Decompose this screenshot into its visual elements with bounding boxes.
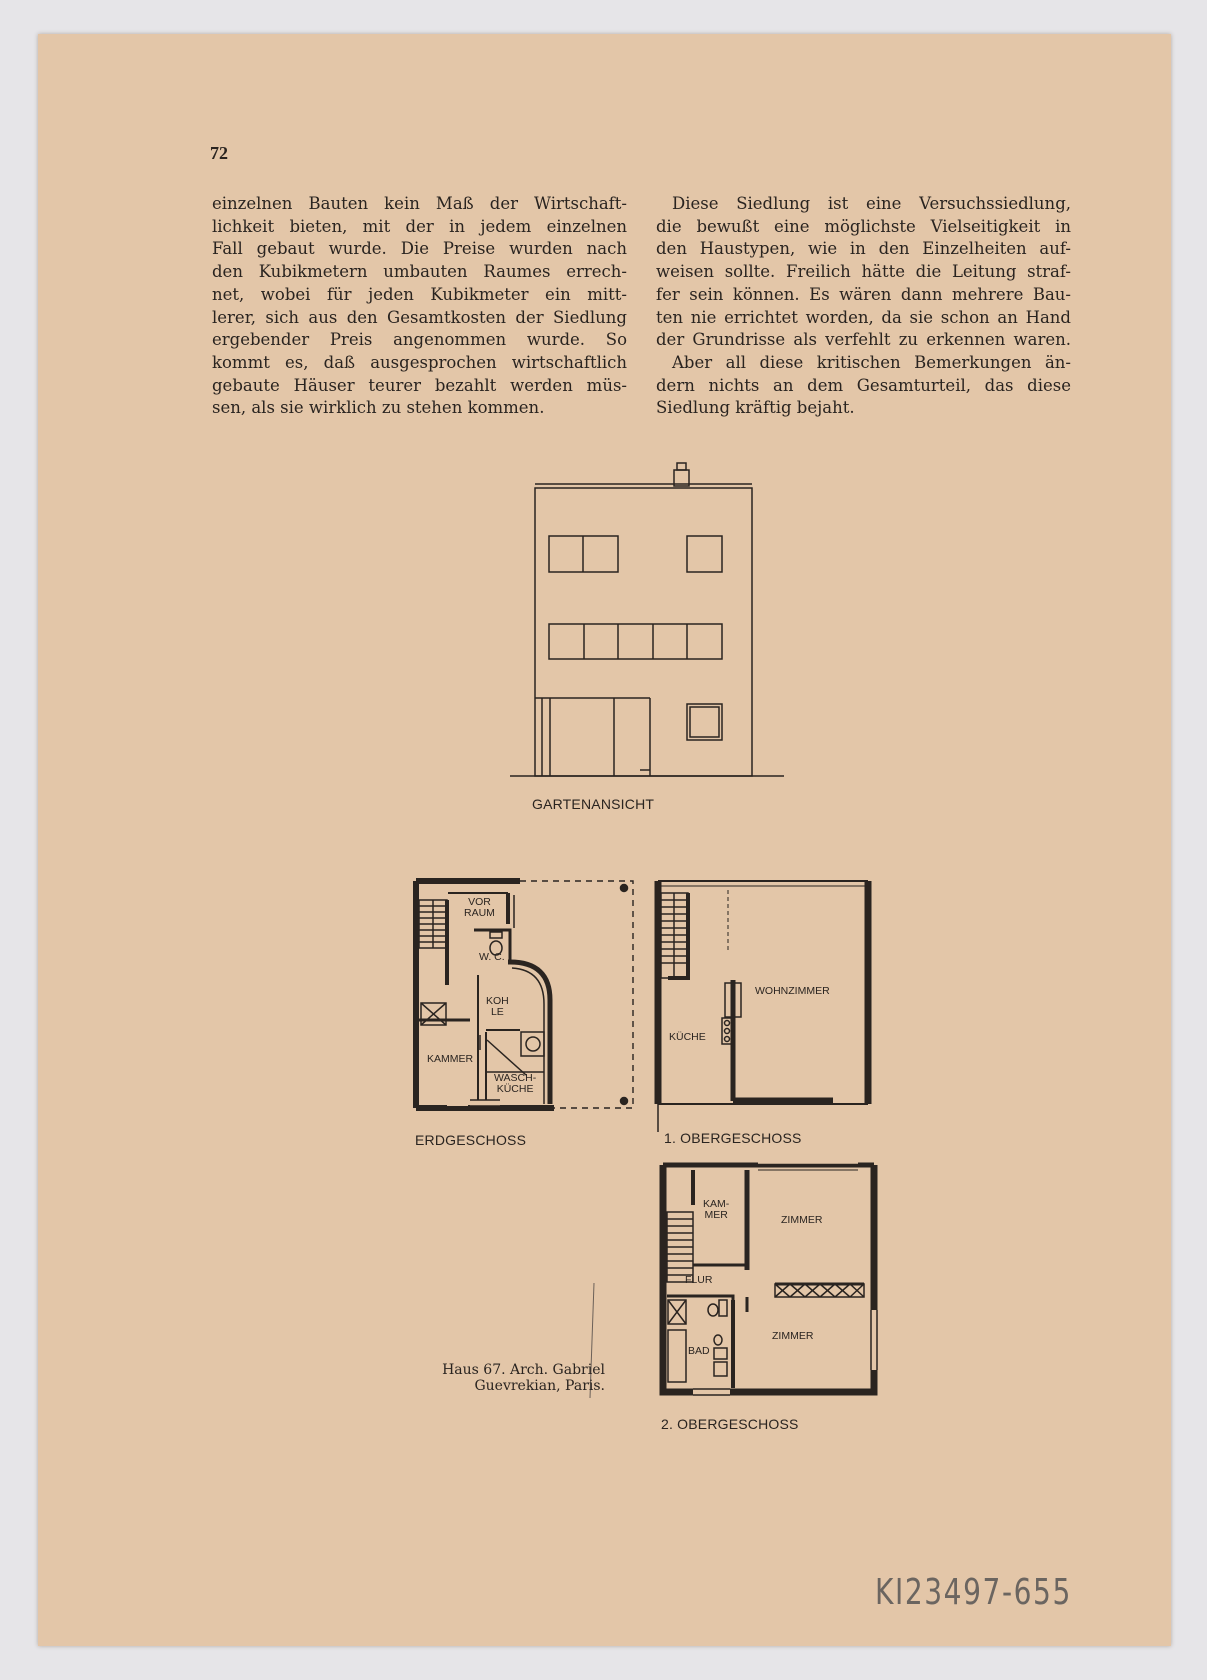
room-label-wc: W. C. [479,951,505,963]
text-line: fer sein können. Es wären dann mehrere Bau- [656,284,1071,304]
room-label-bad: BAD [688,1345,710,1357]
room-label-kueche: KÜCHE [669,1031,706,1043]
figure-caption [405,1362,605,1394]
text-line: Siedlung kräftig bejaht. [656,398,855,418]
text-line: den Kubikmetern umbauten Raumes errech- [212,262,627,282]
room-label-kammer: KAMMER [427,1053,474,1065]
text-line: Fall gebaut wurde. Die Preise wurden nach [212,239,627,259]
page-number: 72 [210,143,228,163]
first-floor-label: 1. OBERGESCHOSS [664,1130,802,1146]
garden-elevation-drawing [510,463,784,776]
room-label-zimmer-bottom: ZIMMER [772,1330,814,1342]
room-label-zimmer-top: ZIMMER [781,1214,823,1226]
text-line: Aber all diese kritischen Bemerkungen än- [672,352,1071,372]
caption-line: Guevrekian, Paris. [474,1378,605,1394]
garden-elevation-label: GARTENANSICHT [532,796,655,812]
archive-stamp: KI23497-655 [875,1572,1072,1613]
text-line: net, wobei für jeden Kubikmeter ein mitt- [212,284,627,304]
second-floor-label: 2. OBERGESCHOSS [661,1416,799,1432]
caption-line: Haus 67. Arch. Gabriel [442,1362,605,1378]
text-line: gebaute Häuser teurer bezahlt werden müs- [212,375,627,395]
text-line: einzelnen Bauten kein Maß der Wirtschaft- [212,194,627,213]
text-line: dern nichts an dem Gesamturteil, das diese [656,375,1071,395]
first-floor-plan [658,881,868,1132]
text-line: Diese Siedlung ist eine Versuchssiedlung, [672,194,1071,213]
text-line: ergebender Preis angenommen wurde. So [212,330,627,350]
ground-floor-label: ERDGESCHOSS [415,1132,527,1148]
room-label-kohle: KOH LE [486,995,509,1018]
room-label-kammer-upper: KAM- MER [703,1198,730,1221]
text-line: kommt es, daß ausgesprochen wirtschaftlich [212,352,627,372]
room-label-wohnzimmer: WOHNZIMMER [755,985,830,997]
text-line: den Haustypen, wie in den Einzelheiten auf- [656,239,1071,259]
text-line: lerer, sich aus den Gesamtkosten der Siedlung [212,307,627,327]
text-line: die bewußt eine möglichste Vielseitigkeit in [656,216,1071,236]
room-label-vorraum: VOR RAUM [464,896,495,919]
room-label-flur: FLUR [685,1274,713,1286]
text-line: der Grundrisse als verfehlt zu erkennen waren. [656,330,1071,350]
text-line: weisen sollte. Freilich hätte die Leitung straf- [656,262,1071,282]
text-line: lichkeit bieten, mit der in jedem einzelnen [212,216,627,236]
room-label-waschkueche: WASCH- KÜCHE [494,1072,537,1095]
text-line: sen, als sie wirklich zu stehen kommen. [212,398,545,418]
text-line: ten nie errichtet worden, da sie schon an Hand [656,307,1071,327]
